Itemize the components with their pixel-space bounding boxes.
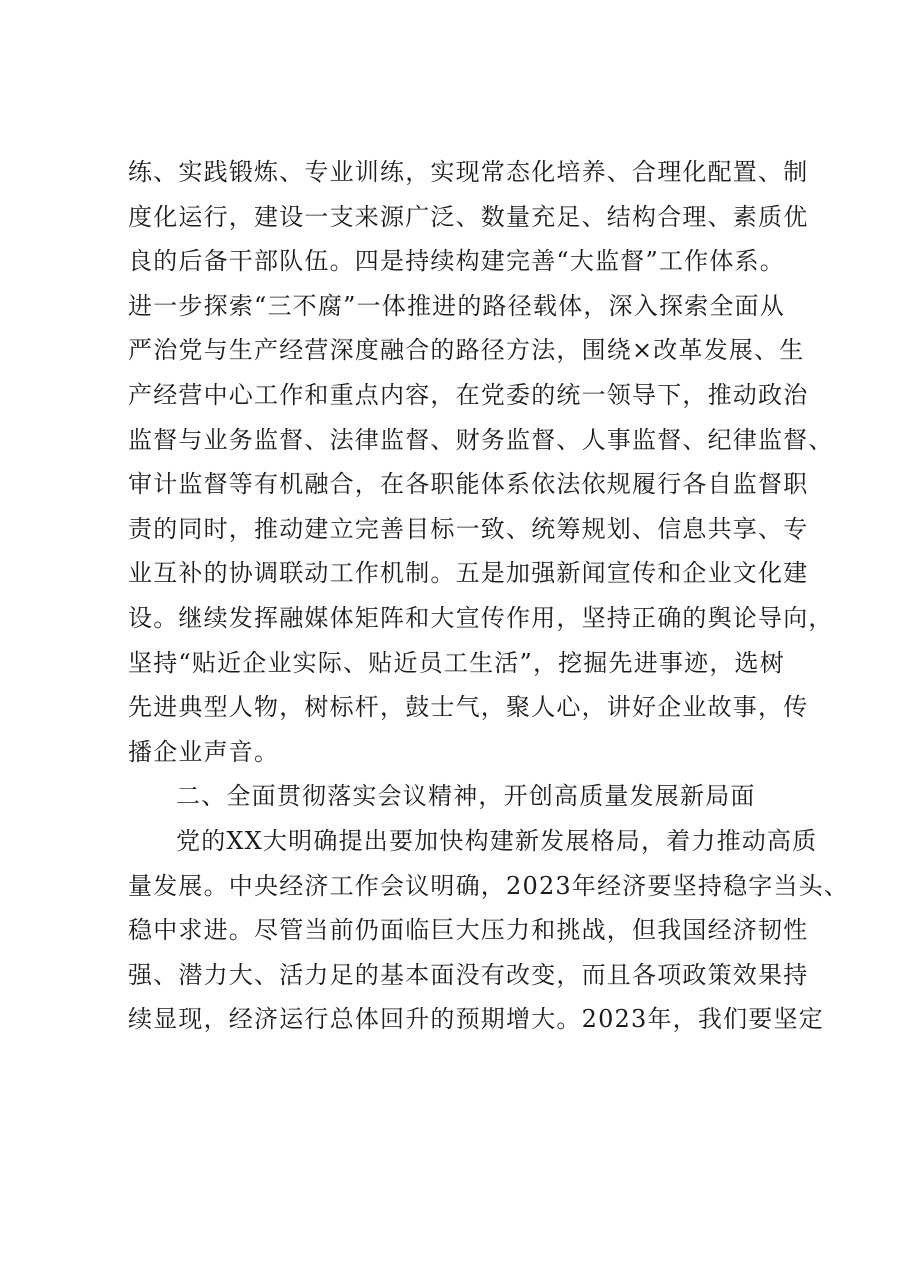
- paragraph-first-line: 党的XX大明确提出要加快构建新发展格局，着力推动高质: [176, 826, 818, 855]
- text-line: 审计监督等有机融合，在各职能体系依法依规履行各自监督职: [128, 470, 809, 499]
- text-line: 播企业声音。: [128, 737, 280, 766]
- text-line: 稳中求进。尽管当前仍面临巨大压力和挑战，但我国经济韧性: [128, 916, 809, 945]
- text-line: 业互补的协调联动工作机制。五是加强新闻宣传和企业文化建: [128, 559, 809, 588]
- text-line: 量发展。中央经济工作会议明确，2023年经济要坚持稳字当头、: [128, 871, 850, 900]
- body-text: [128, 150, 850, 1042]
- text-line: 续显现，经济运行总体回升的预期增大。2023年，我们要坚定: [128, 1005, 824, 1034]
- text-line: 良的后备干部队伍。四是持续构建完善“大监督”工作体系。: [128, 247, 785, 276]
- text-line: 强、潜力大、活力足的基本面没有改变，而且各项政策效果持: [128, 960, 809, 989]
- text-line: 责的同时，推动建立完善目标一致、统筹规划、信息共享、专: [128, 514, 809, 543]
- section-heading: 二、全面贯彻落实会议精神，开创高质量发展新局面: [176, 782, 756, 811]
- text-line: 练、实践锻炼、专业训练，实现常态化培养、合理化配置、制: [128, 158, 809, 186]
- text-line: 度化运行，建设一支来源广泛、数量充足、结构合理、素质优: [128, 202, 809, 231]
- text-line: 产经营中心工作和重点内容，在党委的统一领导下，推动政治: [128, 380, 809, 409]
- text-line: 监督与业务监督、法律监督、财务监督、人事监督、纪律监督、: [128, 425, 834, 454]
- text-line: 进一步探索“三不腐”一体推进的路径载体，深入探索全面从: [128, 291, 785, 320]
- text-line: 坚持“贴近企业实际、贴近员工生活”，挖掘先进事迹，选树: [128, 648, 785, 677]
- text-line: 设。继续发挥融媒体矩阵和大宣传作用，坚持正确的舆论导向，: [128, 603, 834, 632]
- text-line: 先进典型人物，树标杆，鼓士气，聚人心，讲好企业故事，传: [128, 693, 809, 722]
- text-line: 严治党与生产经营深度融合的路径方法，围绕×改革发展、生: [128, 336, 805, 365]
